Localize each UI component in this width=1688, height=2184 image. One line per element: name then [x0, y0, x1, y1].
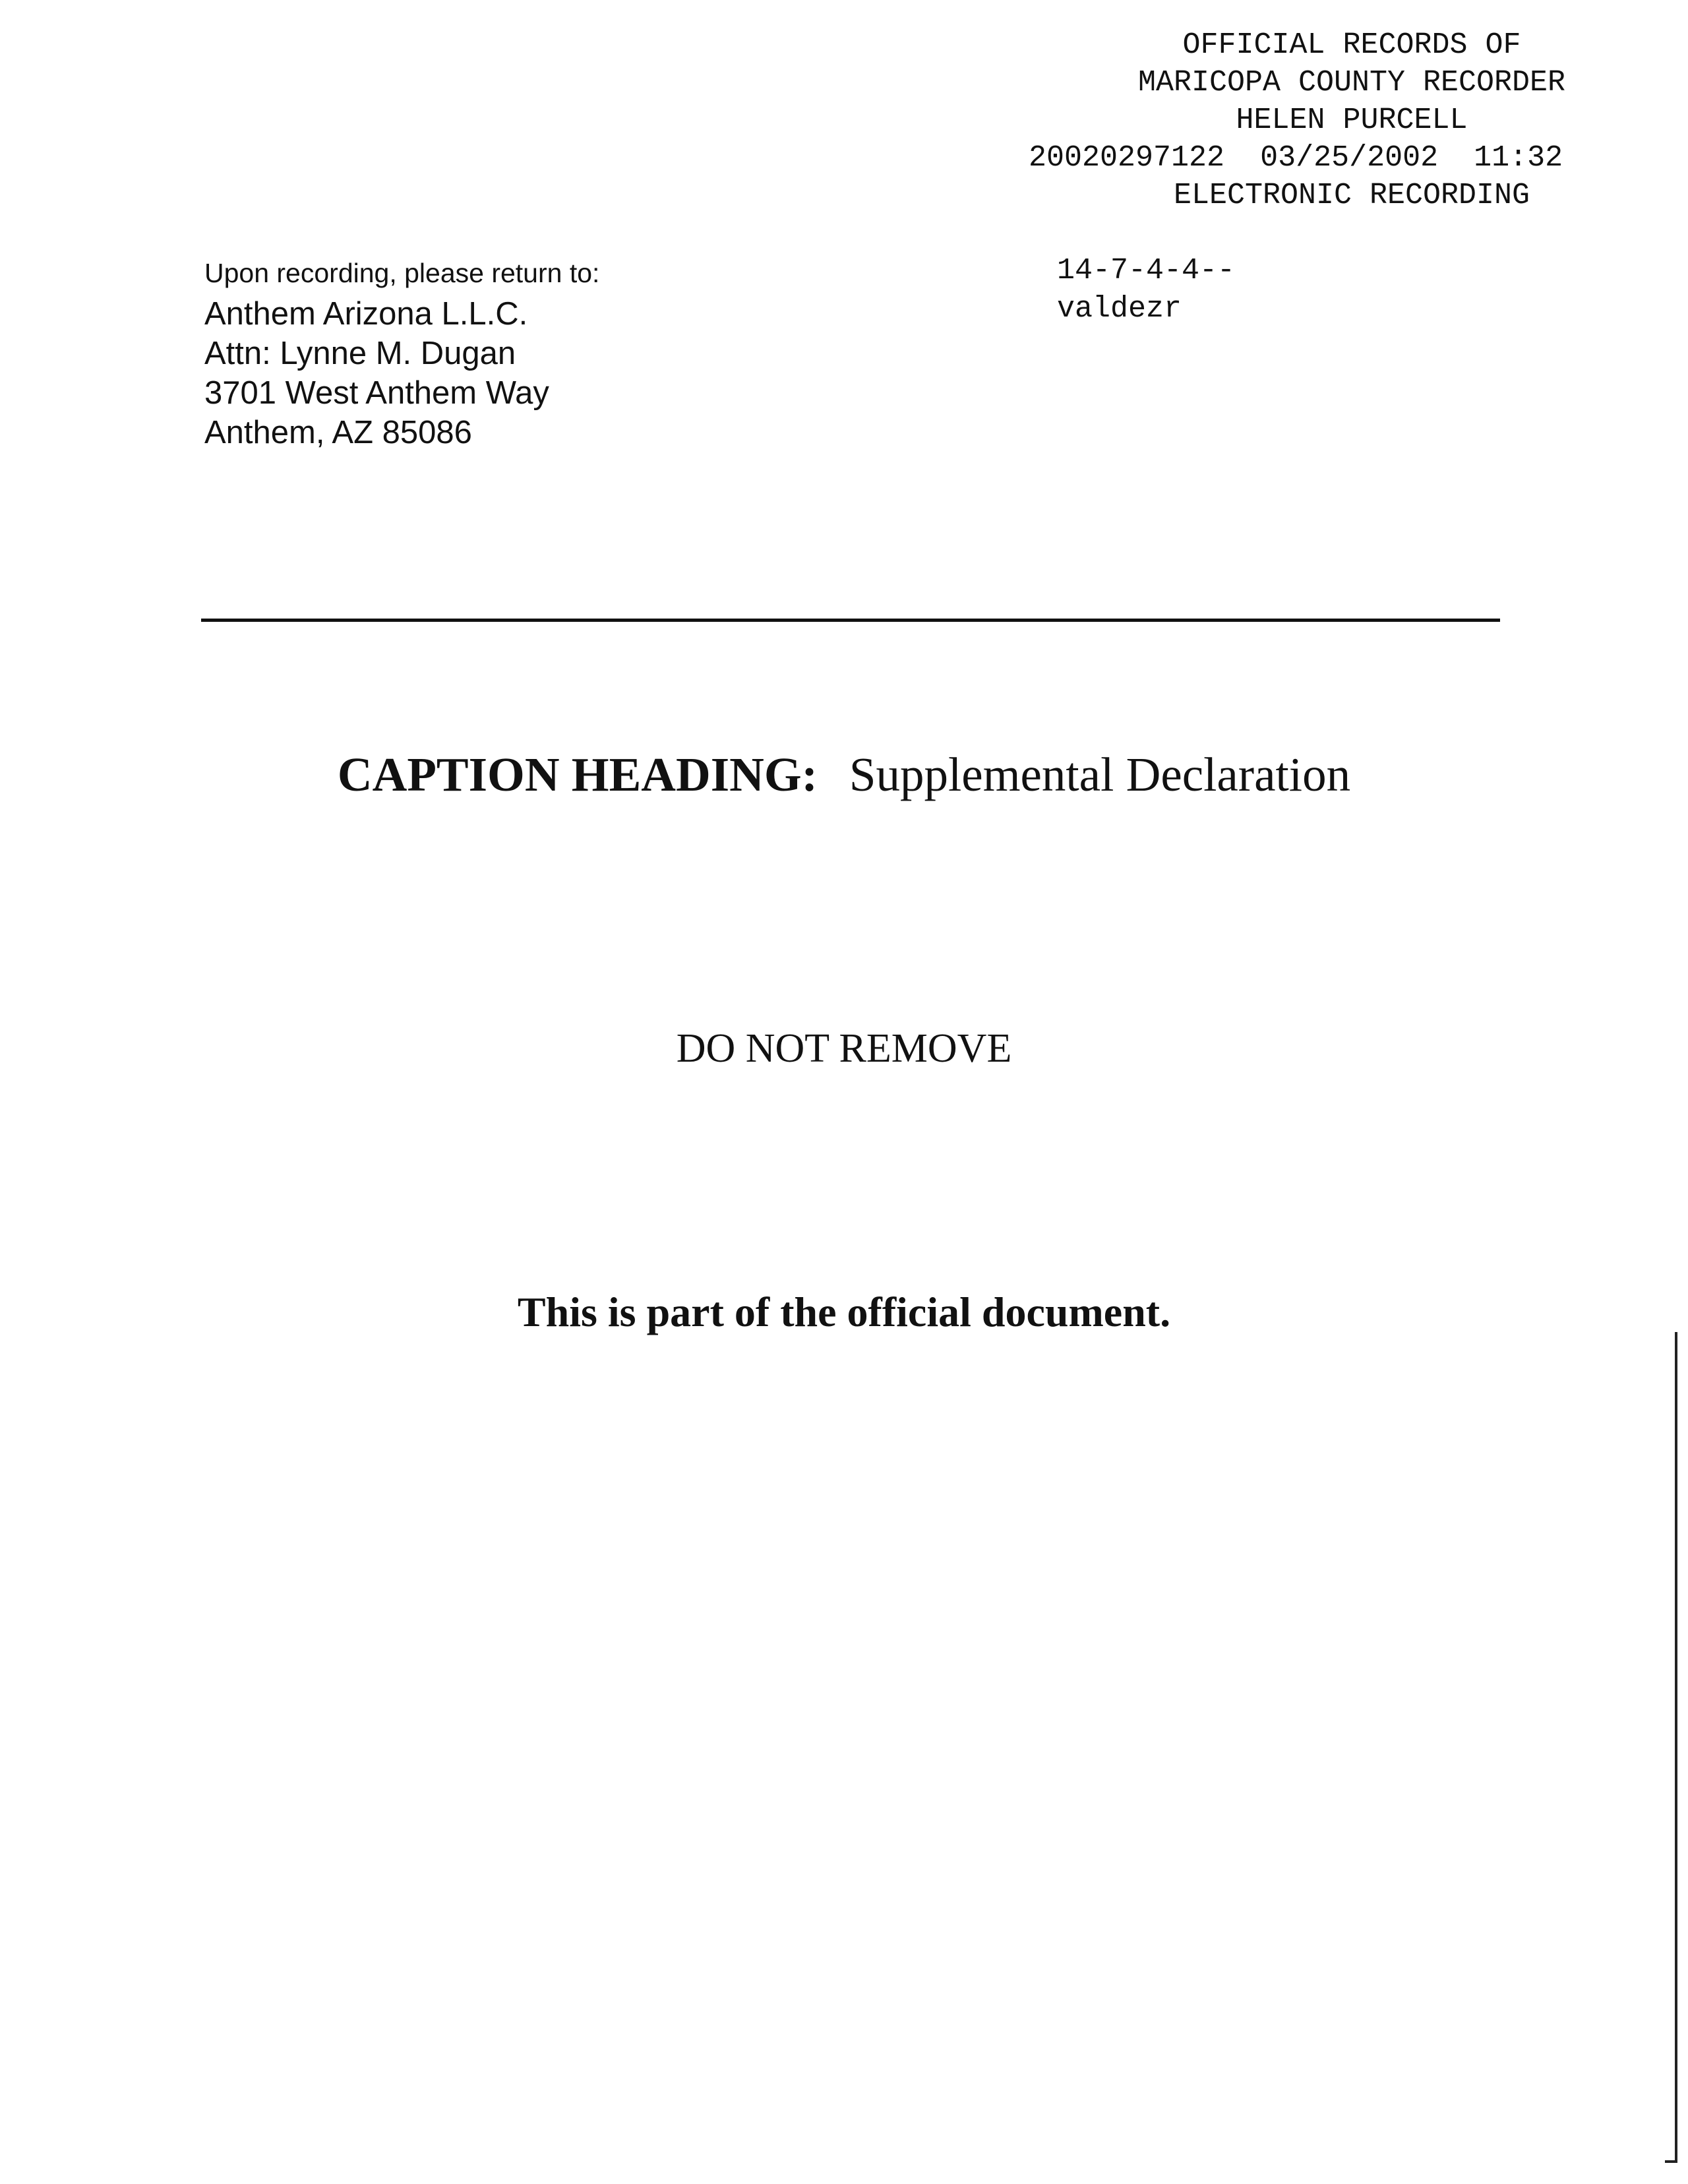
horizontal-rule [201, 619, 1500, 622]
official-document-note: This is part of the official document. [517, 1289, 1171, 1335]
scan-edge-mark [1675, 1332, 1677, 2163]
recording-time: 11:32 [1474, 141, 1563, 175]
stamp-line-recording-info [1029, 139, 1675, 177]
do-not-remove-notice: DO NOT REMOVE [676, 1026, 1012, 1071]
filing-code: 14-7-4-4-- [1057, 254, 1236, 288]
return-attention: Attn: Lynne M. Dugan [204, 336, 516, 371]
caption-value: Supplemental Declaration [849, 748, 1351, 801]
return-street: 3701 West Anthem Way [204, 375, 549, 411]
stamp-line-official-records: OFFICIAL RECORDS OF [1182, 28, 1521, 62]
stamp-line-recorder-name: HELEN PURCELL [1236, 104, 1468, 137]
stamp-line-electronic-recording: ELECTRONIC RECORDING [1173, 179, 1530, 212]
recording-date: 03/25/2002 [1260, 141, 1439, 175]
return-city-state-zip: Anthem, AZ 85086 [204, 415, 472, 450]
stamp-line-county-recorder: MARICOPA COUNTY RECORDER [1137, 66, 1566, 100]
caption-label: CAPTION HEADING: [337, 748, 818, 801]
caption-heading [0, 745, 1688, 804]
clerk-id: valdezr [1057, 292, 1182, 326]
return-label: Upon recording, please return to: [204, 258, 600, 288]
filing-codes [1057, 252, 1235, 328]
document-number: 20020297122 [1029, 141, 1225, 175]
return-company-name: Anthem Arizona L.L.C. [204, 296, 528, 332]
scan-edge-tick [1665, 2160, 1677, 2163]
return-address-block [204, 257, 930, 452]
recorder-stamp [1029, 26, 1675, 214]
